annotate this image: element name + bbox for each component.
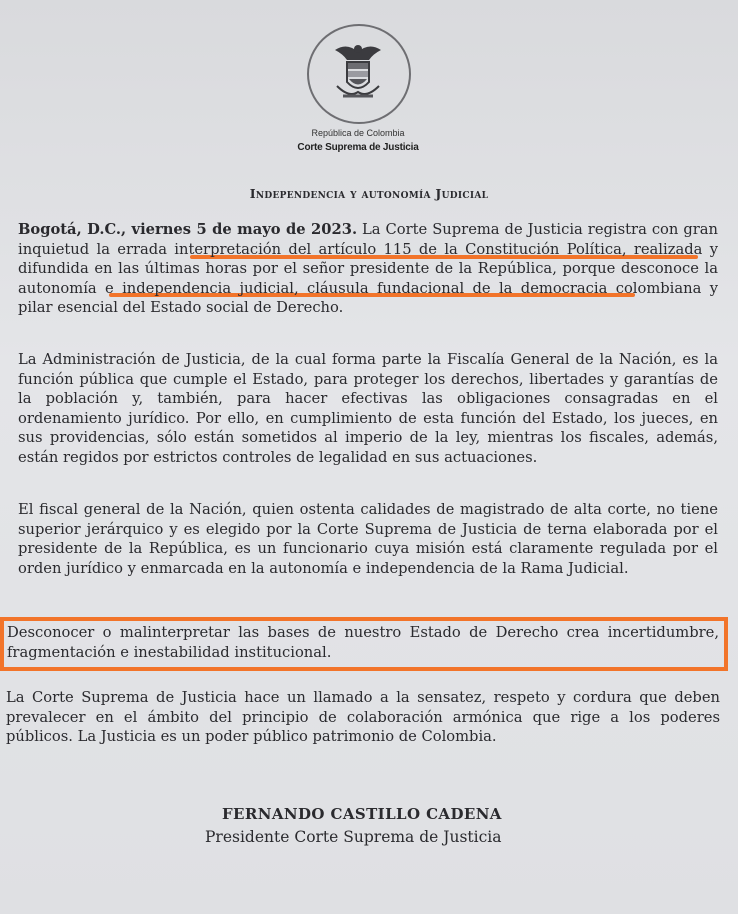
court-label: Corte Suprema de Justicia [297, 142, 419, 153]
paragraph-1 [18, 220, 718, 318]
signatory-name: FERNANDO CASTILLO CADENA [222, 805, 502, 823]
paragraph-1-body: La Corte Suprema de Justicia registra con gran inquietud la errada interpretación del artículo 115 de la Constitución Política, realizada y difundida en las últimas horas por el señor presidente de la República, porque desconoce la autonomía e independencia judicial, cláusula fundacional de la democracia colombiana y pilar esencial del Estado social de Derecho. [18, 221, 718, 316]
paragraph-2: La Administración de Justicia, de la cual forma parte la Fiscalía General de la Nación, es la función pública que cumple el Estado, para proteger los derechos, libertades y garantías de la población y, también, para hacer efectivas las obligaciones consagradas en el ordenamiento jurídico. Por ello, en cumplimiento de esta función del Estado, los jueces, en sus providencias, sólo están sometidos al imperio de la ley, mientras los fiscales, además, están regidos por estrictos controles de legalidad en sus actuaciones. [18, 351, 718, 466]
document-title: Independencia y autonomía Judicial [249, 186, 489, 201]
paragraph-5: La Corte Suprema de Justicia hace un llamado a la sensatez, respeto y cordura que deben prevalecer en el ámbito del principio de colaboración armónica que rige a los poderes públicos. La Justicia es un poder público patrimonio de Colombia. [6, 689, 720, 745]
colombia-coat-of-arms-icon [329, 40, 387, 106]
paragraph-3: El fiscal general de la Nación, quien ostenta calidades de magistrado de alta corte, no tiene superior jerárquico y es elegido por la Corte Suprema de Justicia de terna elaborada por el presidente de la República, es un funcionario cuya misión está claramente regulada por el orden jurídico y enmarcada en la autonomía e independencia de la Rama Judicial. [18, 501, 718, 577]
signatory-role: Presidente Corte Suprema de Justicia [205, 828, 502, 846]
coat-of-arms-seal [307, 24, 411, 124]
paragraph-1-dateline: Bogotá, D.C., viernes 5 de mayo de 2023. [18, 221, 358, 238]
republic-label: República de Colombia [311, 128, 405, 138]
paragraph-4-highlighted: Desconocer o malinterpretar las bases de nuestro Estado de Derecho crea incertidumbre, fragmentación e inestabilidad institucional. [7, 624, 719, 661]
